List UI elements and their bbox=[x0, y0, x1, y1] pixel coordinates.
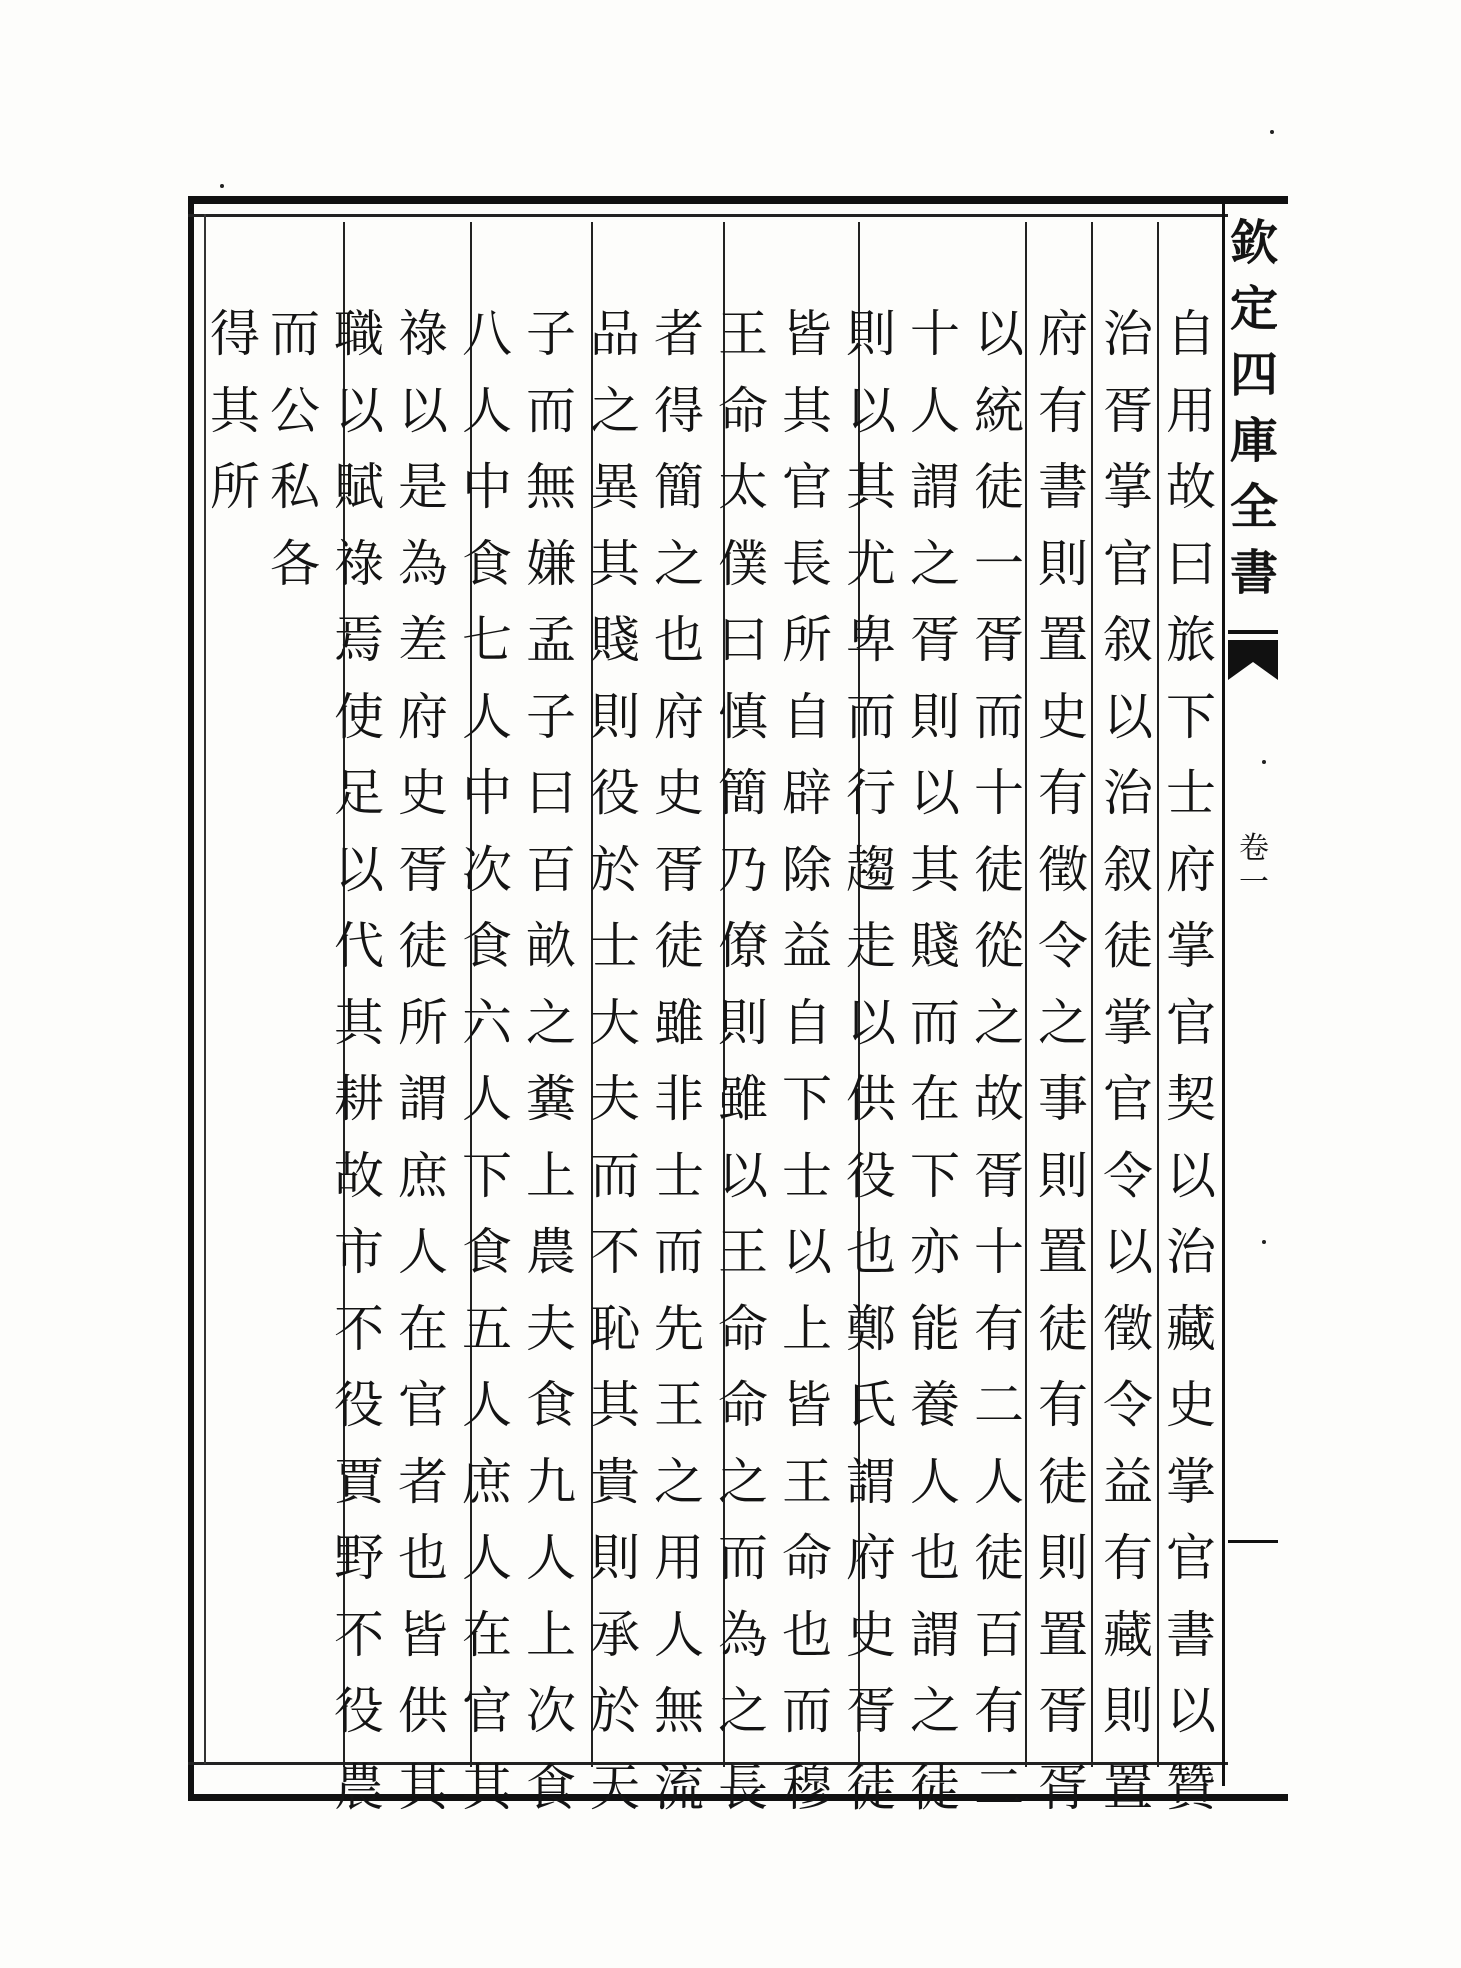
text-column-10: 品之異其賤則役於士大夫而不恥其貴則承於天 bbox=[590, 305, 640, 1817]
text-column-14: 職以賦祿焉使足以代其耕故市不役賈野不役農 bbox=[334, 305, 384, 1817]
title-band-bottom-tick bbox=[1228, 1540, 1278, 1543]
text-column-5: 十人謂之胥則以其賤而在下亦能養人也謂之徒 bbox=[910, 305, 960, 1817]
text-column-15: 而公私各 bbox=[270, 305, 320, 593]
text-column-16: 得其所 bbox=[210, 305, 260, 516]
text-column-11: 子而無嫌孟子曰百畝之糞上農夫食九人上次食 bbox=[526, 305, 576, 1817]
book-title: 欽定四庫全書 bbox=[1229, 215, 1278, 601]
text-column-4: 以統徒一胥而十徒從之故胥十有二人徒百有二 bbox=[974, 305, 1024, 1817]
ink-speck bbox=[1270, 130, 1274, 134]
juan-label: 卷一 bbox=[1239, 831, 1269, 900]
text-column-9: 者得簡之也府史胥徒雖非士而先王之用人無流 bbox=[654, 305, 704, 1817]
text-column-1: 自用故曰旅下士府掌官契以治藏史掌官書以贊 bbox=[1166, 305, 1216, 1817]
fishtail-rule bbox=[1228, 630, 1278, 634]
text-column-8: 王命太僕曰慎簡乃僚則雖以王命命之而為之長 bbox=[718, 305, 768, 1817]
text-column-6: 則以其尤卑而行趨走以供役也鄭氏謂府史胥徒 bbox=[846, 305, 896, 1817]
text-column-12: 八人中食七人中次食六人下食五人庶人在官其 bbox=[462, 305, 512, 1817]
text-column-13: 祿以是為差府史胥徒所謂庶人在官者也皆供其 bbox=[398, 305, 448, 1817]
text-column-2: 治胥掌官叙以治叙徒掌官令以徵令益有藏則置 bbox=[1103, 305, 1153, 1817]
title-band-divider bbox=[1222, 196, 1225, 1786]
ink-speck bbox=[1262, 760, 1266, 764]
frame-inner-top-rule bbox=[188, 214, 1228, 217]
text-column-7: 皆其官長所自辟除益自下士以上皆王命也而穆 bbox=[782, 305, 832, 1817]
text-column-3: 府有書則置史有徵令之事則置徒有徒則置胥胥 bbox=[1038, 305, 1088, 1817]
ink-speck bbox=[1262, 1240, 1266, 1244]
ink-speck bbox=[220, 184, 224, 188]
